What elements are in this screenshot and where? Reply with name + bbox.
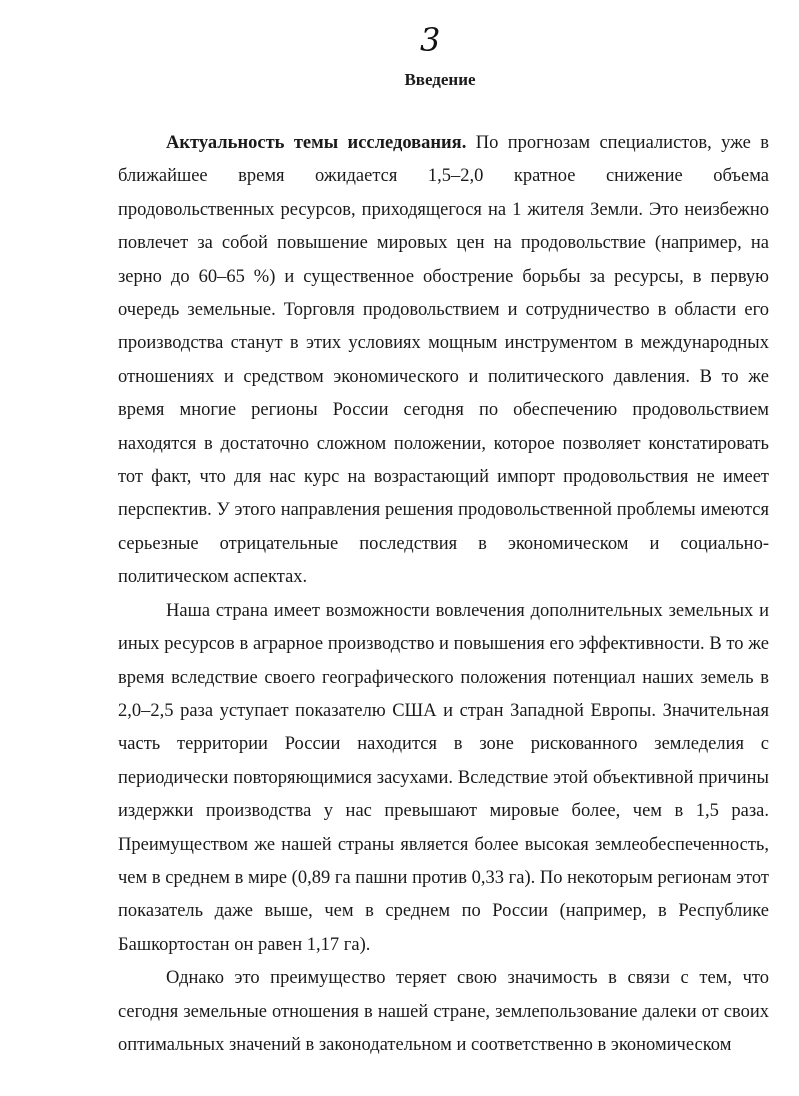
paragraph-1-lead: Актуальность темы исследования. [166,133,467,153]
body-text [118,127,769,1062]
paragraph-3: Однако это преимущество теряет свою значимость в связи с тем, что сегодня земельные отношения в нашей стране, землепользование далеки от своих оптимальных значений в законодательном и соответственно в экономическом [118,968,769,1055]
paragraph-1 [118,127,769,595]
paragraph-1-text: По прогнозам специалистов, уже в ближайшее время ожидается 1,5–2,0 кратное снижение объема продовольственных ресурсов, приходящегося на 1 жителя Земли. Это неизбежно повлечет за собой повышение мировых цен на продовольствие (например, на зерно до 60–65 %) и существенное обострение борьбы за ресурсы, в первую очередь земельные. Торговля продовольствием и сотрудничество в области его производства станут в этих условиях мощным инструментом в международных отношениях и средством экономического и политического давления. В то же время многие регионы России сегодня по обеспечению продовольствием находятся в достаточно сложном положении, которое позволяет констатировать тот факт, что для нас курс на возрастающий импорт продовольствия не имеет перспектив. У этого направления решения продовольственной проблемы имеются серьезные отрицательные последствия в экономическом и социально-политическом аспектах. [118,133,770,588]
page-number: 3 [420,21,441,59]
section-title: Введение [404,70,476,89]
paragraph-2: Наша страна имеет возможности вовлечения дополнительных земельных и иных ресурсов в аграрное производство и повышения его эффективности. В то же время вследствие своего географического положения потенциал наших земель в 2,0–2,5 раза уступает показателю США и стран Западной Европы. Значительная часть территории России находится в зоне рискованного земледелия с периодически повторяющимися засухами. Вследствие этой объективной причины издержки производства у нас превышают мировые более, чем в 1,5 раза. Преимуществом же нашей страны является более высокая землеобеспеченность, чем в среднем в мире (0,89 га пашни против 0,33 га). По некоторым регионам этот показатель даже выше, чем в среднем по России (например, в Республике Башкортостан он равен 1,17 га). [118,600,769,955]
